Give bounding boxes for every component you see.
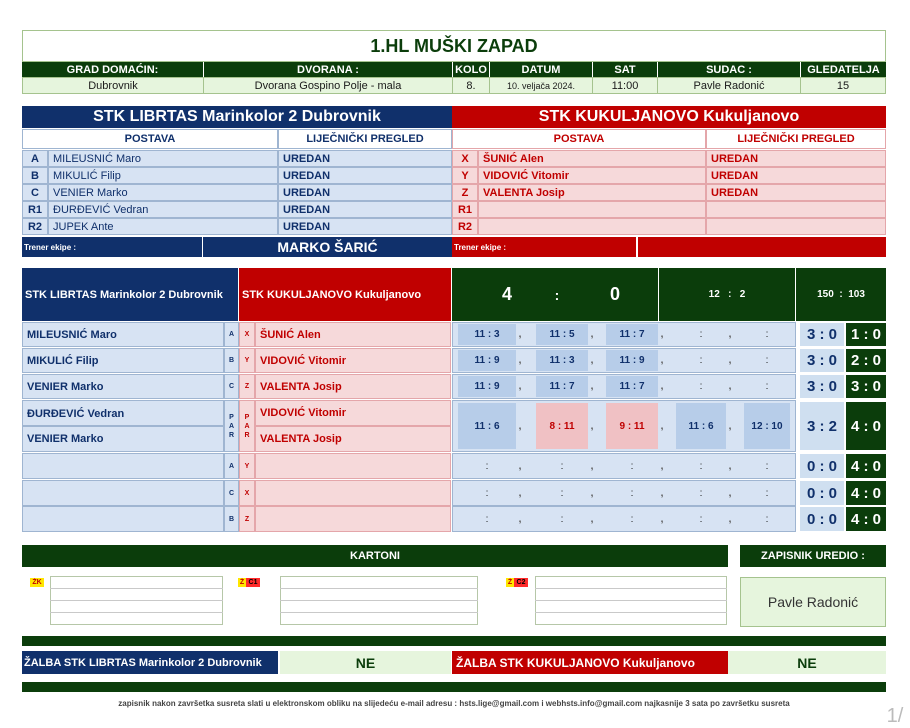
- match-score-away: 0: [609, 284, 620, 304]
- recorder-label: ZAPISNIK UREDIO :: [740, 545, 886, 567]
- set-separator: ,: [590, 513, 594, 525]
- match-result: 3 : 0: [800, 375, 844, 398]
- set-score: :: [560, 487, 564, 499]
- set-score: :: [630, 487, 634, 499]
- match-home-code: C: [224, 480, 239, 506]
- match-home-player: [22, 480, 224, 506]
- match-away-code: P A R: [239, 400, 255, 452]
- away-player-name: [478, 201, 706, 218]
- match-away-code: Y: [239, 348, 255, 373]
- away-player-name: VALENTA Josip: [478, 184, 706, 201]
- match-score-home: 4: [501, 284, 512, 304]
- label-datum: DATUM: [490, 62, 592, 77]
- set-score: :: [485, 513, 489, 525]
- away-player-status: UREDAN: [706, 150, 886, 167]
- home-player-status: UREDAN: [278, 167, 452, 184]
- set-score: 11 : 3: [536, 350, 588, 371]
- home-pregled-header: LIJEČNIČKI PREGLED: [278, 129, 452, 149]
- home-player-status: UREDAN: [278, 218, 452, 235]
- card-field-line: [280, 600, 478, 601]
- set-separator: ,: [590, 329, 594, 340]
- recorder-name: Pavle Radonić: [740, 577, 886, 627]
- match-score-sep: :: [554, 286, 560, 303]
- card-field-line: [50, 588, 223, 589]
- summary-home-team: STK LIBRTAS Marinkolor 2 Dubrovnik: [22, 268, 238, 321]
- set-score: :: [699, 329, 703, 340]
- set-score: :: [765, 487, 769, 499]
- c2-label: C2: [514, 578, 528, 587]
- home-player-code: C: [22, 184, 48, 201]
- page-mark: 1/: [886, 705, 904, 727]
- set-score: 11 : 9: [458, 376, 516, 397]
- set-score: :: [765, 381, 769, 392]
- set-score: 11 : 7: [606, 324, 658, 345]
- match-running-total: 4 : 0: [846, 507, 886, 531]
- set-score: 8 : 11: [536, 403, 588, 449]
- set-score: 11 : 6: [458, 403, 516, 449]
- match-running-total: 4 : 0: [846, 454, 886, 478]
- summary-sets: 12 : 2: [659, 268, 795, 321]
- cards-title: KARTONI: [22, 545, 728, 567]
- match-away-player: VIDOVIĆ Vitomir: [255, 400, 451, 426]
- home-player-code: R1: [22, 201, 48, 218]
- match-away-player: ŠUNIĆ Alen: [255, 322, 451, 347]
- value-datum: 10. veljača 2024.: [489, 77, 593, 94]
- match-running-total: 2 : 0: [846, 349, 886, 372]
- match-result: 0 : 0: [800, 454, 844, 478]
- match-home-player: [22, 506, 224, 532]
- match-home-code: P A R: [224, 400, 239, 452]
- set-separator: ,: [728, 420, 732, 432]
- zc1-label: Ž: [239, 579, 245, 586]
- away-postava-header: POSTAVA: [452, 129, 706, 149]
- match-running-total: 4 : 0: [846, 481, 886, 505]
- set-score: :: [630, 513, 634, 525]
- match-result: 3 : 2: [800, 402, 844, 450]
- match-result: 3 : 0: [800, 349, 844, 372]
- away-pregled-header: LIJEČNIČKI PREGLED: [706, 129, 886, 149]
- card-field-line: [50, 612, 223, 613]
- match-away-code: Y: [239, 453, 255, 479]
- away-trener-name: [638, 237, 886, 257]
- set-separator: ,: [660, 513, 664, 525]
- away-team-title: STK KUKULJANOVO Kukuljanovo: [452, 106, 886, 128]
- set-separator: ,: [660, 460, 664, 472]
- set-separator: ,: [518, 487, 522, 499]
- set-separator: ,: [590, 355, 594, 366]
- set-score: :: [699, 355, 703, 366]
- page-title: 1.HL MUŠKI ZAPAD: [22, 30, 886, 62]
- set-score: :: [699, 460, 703, 472]
- home-player-name: VENIER Marko: [48, 184, 278, 201]
- match-running-total: 4 : 0: [846, 402, 886, 450]
- label-dvorana: DVORANA :: [204, 62, 452, 77]
- set-score: 11 : 7: [606, 376, 658, 397]
- label-gledatelja: GLEDATELJA: [801, 62, 886, 77]
- summary-score-box: [452, 268, 658, 321]
- set-score: 12 : 10: [744, 403, 790, 449]
- set-separator: ,: [518, 513, 522, 525]
- match-home-player: [22, 453, 224, 479]
- match-running-total: 1 : 0: [846, 323, 886, 346]
- set-score: 11 : 9: [606, 350, 658, 371]
- complaint-home-label: ŽALBA STK LIBRTAS Marinkolor 2 Dubrovnik: [22, 651, 278, 674]
- set-separator: ,: [728, 487, 732, 499]
- home-postava-header: POSTAVA: [22, 129, 278, 149]
- complaint-home-value: NE: [280, 651, 451, 674]
- home-player-status: UREDAN: [278, 201, 452, 218]
- home-player-code: A: [22, 150, 48, 167]
- home-player-name: JUPEK Ante: [48, 218, 278, 235]
- set-separator: ,: [728, 355, 732, 366]
- home-player-code: R2: [22, 218, 48, 235]
- match-home-code: B: [224, 348, 239, 373]
- away-player-code: R1: [452, 201, 478, 218]
- value-kolo: 8.: [452, 77, 490, 94]
- set-separator: ,: [518, 329, 522, 340]
- match-away-player: [255, 480, 451, 506]
- summary-away-team: STK KUKULJANOVO Kukuljanovo: [239, 268, 451, 321]
- away-player-code: Z: [452, 184, 478, 201]
- match-away-player: VIDOVIĆ Vitomir: [255, 348, 451, 373]
- home-player-name: MILEUSNIĆ Maro: [48, 150, 278, 167]
- set-separator: ,: [518, 355, 522, 366]
- complaints-bottom-bar: [22, 682, 886, 692]
- away-player-status: [706, 201, 886, 218]
- set-separator: ,: [660, 420, 664, 432]
- set-separator: ,: [660, 355, 664, 366]
- away-player-code: R2: [452, 218, 478, 235]
- set-separator: ,: [590, 420, 594, 432]
- set-score: :: [560, 513, 564, 525]
- card-field-line: [535, 600, 727, 601]
- away-player-status: UREDAN: [706, 167, 886, 184]
- home-player-status: UREDAN: [278, 184, 452, 201]
- set-separator: ,: [518, 460, 522, 472]
- match-home-player: MILEUSNIĆ Maro: [22, 322, 224, 347]
- set-separator: ,: [728, 513, 732, 525]
- set-score: :: [765, 460, 769, 472]
- match-home-player: VENIER Marko: [22, 374, 224, 399]
- value-grad: Dubrovnik: [22, 77, 204, 94]
- set-separator: ,: [728, 460, 732, 472]
- away-player-code: Y: [452, 167, 478, 184]
- match-home-code: C: [224, 374, 239, 399]
- away-player-name: ŠUNIĆ Alen: [478, 150, 706, 167]
- set-score: :: [765, 329, 769, 340]
- set-score: :: [765, 355, 769, 366]
- set-score: 11 : 9: [458, 350, 516, 371]
- set-separator: ,: [728, 329, 732, 340]
- label-sat: SAT: [593, 62, 657, 77]
- value-sudac: Pavle Radonić: [657, 77, 801, 94]
- match-away-code: Z: [239, 374, 255, 399]
- match-home-code: A: [224, 322, 239, 347]
- set-score: :: [485, 487, 489, 499]
- set-separator: ,: [518, 420, 522, 432]
- set-separator: ,: [660, 381, 664, 392]
- set-score: :: [630, 460, 634, 472]
- match-away-player: [255, 453, 451, 479]
- set-separator: ,: [590, 460, 594, 472]
- match-away-code: X: [239, 322, 255, 347]
- set-score: :: [765, 513, 769, 525]
- match-result: 0 : 0: [800, 507, 844, 531]
- complaint-away-label: ŽALBA STK KUKULJANOVO Kukuljanovo: [452, 651, 728, 674]
- card-field-line: [50, 600, 223, 601]
- zk-label: ŽK: [30, 578, 44, 587]
- set-score: 11 : 7: [536, 376, 588, 397]
- complaints-top-bar: [22, 636, 886, 646]
- away-player-name: [478, 218, 706, 235]
- home-player-code: B: [22, 167, 48, 184]
- match-home-player-2: VENIER Marko: [22, 426, 224, 452]
- card-field-line: [280, 588, 478, 589]
- set-score: 11 : 6: [676, 403, 726, 449]
- away-player-status: UREDAN: [706, 184, 886, 201]
- set-score: 11 : 5: [536, 324, 588, 345]
- match-away-code: Z: [239, 506, 255, 532]
- home-player-name: ĐURĐEVIĆ Vedran: [48, 201, 278, 218]
- match-away-player: VALENTA Josip: [255, 374, 451, 399]
- set-score: :: [699, 381, 703, 392]
- summary-points: 150 : 103: [796, 268, 886, 321]
- set-separator: ,: [590, 381, 594, 392]
- match-home-code: A: [224, 453, 239, 479]
- set-separator: ,: [728, 381, 732, 392]
- match-away-player-2: VALENTA Josip: [255, 426, 451, 452]
- set-separator: ,: [518, 381, 522, 392]
- label-sudac: SUDAC :: [658, 62, 800, 77]
- match-home-code: B: [224, 506, 239, 532]
- c1-label: C1: [246, 578, 260, 587]
- card-field-line: [535, 588, 727, 589]
- set-separator: ,: [590, 487, 594, 499]
- home-team-title: STK LIBRTAS Marinkolor 2 Dubrovnik: [22, 106, 452, 128]
- value-dvorana: Dvorana Gospino Polje - mala: [203, 77, 453, 94]
- match-home-player: ĐURĐEVIĆ Vedran: [22, 400, 224, 426]
- set-separator: ,: [660, 487, 664, 499]
- home-player-status: UREDAN: [278, 150, 452, 167]
- set-score: :: [699, 487, 703, 499]
- set-score: :: [699, 513, 703, 525]
- match-away-player: [255, 506, 451, 532]
- set-score: :: [485, 460, 489, 472]
- home-player-name: MIKULIĆ Filip: [48, 167, 278, 184]
- match-result: 3 : 0: [800, 323, 844, 346]
- set-score: 9 : 11: [606, 403, 658, 449]
- set-separator: ,: [660, 329, 664, 340]
- value-sat: 11:00: [592, 77, 658, 94]
- card-field-line: [535, 612, 727, 613]
- value-gledatelja: 15: [800, 77, 886, 94]
- match-running-total: 3 : 0: [846, 375, 886, 398]
- match-home-player: MIKULIĆ Filip: [22, 348, 224, 373]
- match-away-code: X: [239, 480, 255, 506]
- home-trener-label: Trener ekipe :: [22, 237, 202, 257]
- away-player-code: X: [452, 150, 478, 167]
- match-result: 0 : 0: [800, 481, 844, 505]
- set-score: 11 : 3: [458, 324, 516, 345]
- home-trener-name: MARKO ŠARIĆ: [203, 237, 452, 257]
- zc2-label: Ž: [507, 579, 513, 586]
- away-player-status: [706, 218, 886, 235]
- away-player-name: VIDOVIĆ Vitomir: [478, 167, 706, 184]
- complaint-away-value: NE: [728, 651, 886, 674]
- away-trener-label: Trener ekipe :: [452, 237, 636, 257]
- label-grad: GRAD DOMAĆIN:: [22, 62, 203, 77]
- card-field-line: [280, 612, 478, 613]
- set-score: :: [560, 460, 564, 472]
- label-kolo: KOLO: [453, 62, 489, 77]
- footer-note: zapisnik nakon završetka susreta slati u elektronskom obliku na slijedeću e-mail adresu : hsts.lige@gmail.com i webhsts.info@gmail.com najkasnije 3 sata po završetku susreta: [118, 698, 790, 708]
